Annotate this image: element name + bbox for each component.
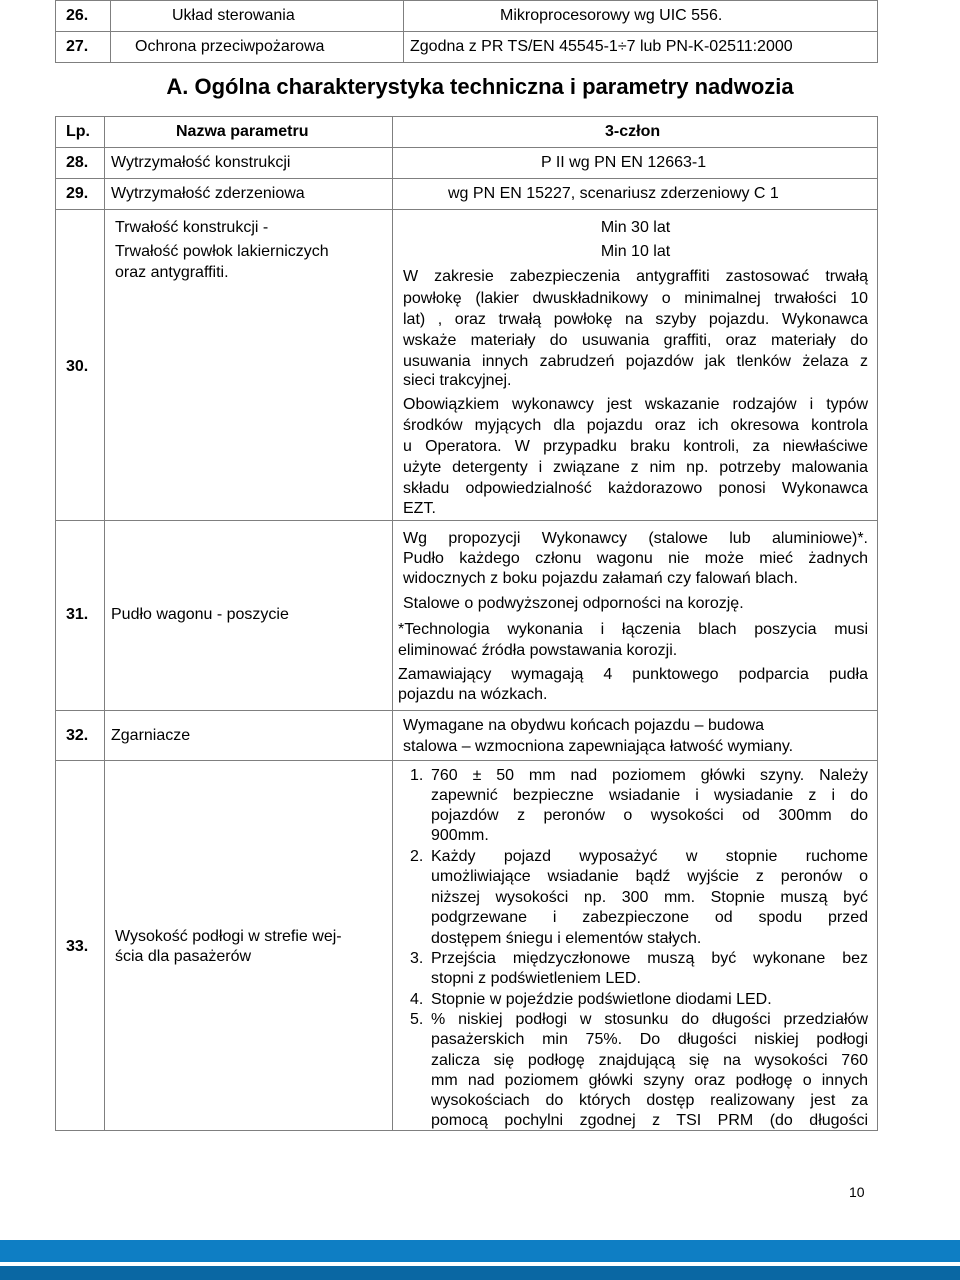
row-31-value-line: Stalowe o podwyższonej odporności na korozję.	[403, 595, 744, 612]
row-28-lp: 28.	[66, 154, 89, 171]
row-33-item-number: 3.	[410, 950, 424, 967]
row-33-lp: 33.	[66, 938, 89, 955]
row-30-name-line: oraz antygraffiti.	[115, 264, 229, 281]
row-28-value: P II wg PN EN 12663-1	[541, 154, 707, 171]
row-33-item-number: 5.	[410, 1011, 424, 1028]
row-26-value: Mikroprocesorowy wg UIC 556.	[500, 7, 723, 24]
row-33-item-line: % niskiej podłogi w stosunku do długości przedziałów	[431, 1011, 868, 1028]
row-33-item-line: zalicza się podłogę znajdującą się na wysokości 760	[431, 1052, 868, 1069]
row-30-name-line: Trwałość powłok lakierniczych	[115, 243, 329, 260]
row-33-item-line: dostępem śniegu i elementów stałych.	[431, 930, 702, 947]
row-29-lp: 29.	[66, 185, 89, 202]
row-30-value-line: Obowiązkiem wykonawcy jest wskazanie rodzajów i typów	[403, 396, 868, 413]
row-32-lp: 32.	[66, 727, 89, 744]
row-30-value-line: Min 10 lat	[600, 243, 671, 260]
row-30-value-line: składu odpowiedzialność każdorazowo ponosi Wykonawca	[403, 480, 868, 497]
row-33-item-line: niższej wysokości np. 300 mm. Stopnie muszą być	[431, 889, 868, 906]
row-30-value-line: sieci trakcyjnej.	[403, 372, 512, 389]
row-32-value-line: stalowa – wzmocniona zapewniająca łatwość wymiany.	[403, 738, 794, 755]
row-33-item-line: podgrzewane i zabezpieczone od spodu przed	[431, 909, 868, 926]
row-31-value-line: eliminować źródła powstawania korozji.	[398, 642, 678, 659]
row-31-value-line: pojazdu na wózkach.	[398, 686, 548, 703]
row-33-item-number: 2.	[410, 848, 424, 865]
row-30-value-line: Min 30 lat	[600, 219, 671, 236]
row-33-name-line: ścia dla pasażerów	[115, 948, 252, 965]
row-32-value-line: Wymagane na obydwu końcach pojazdu – budowa	[403, 717, 764, 734]
row-31-value-line: widocznych z boku pojazdu załamań czy falowań blach.	[403, 570, 798, 587]
row-33-item-number: 4.	[410, 991, 424, 1008]
row-30-lp: 30.	[66, 358, 89, 375]
row-27-lp: 27.	[66, 38, 89, 55]
row-32-name: Zgarniacze	[111, 727, 191, 744]
row-33-item-line: umożliwiające wsiadanie bądź wyjście z peronów o	[431, 868, 868, 885]
row-33-item-line: Przejścia międzyczłonowe muszą być wykonane bez	[431, 950, 868, 967]
row-33-item-line: pomocą pochylni zgodnej z TSI PRM (do długości	[431, 1112, 868, 1129]
row-26-name: Układ sterowania	[172, 7, 295, 24]
header-name: Nazwa parametru	[176, 123, 309, 140]
row-33-item-line: 760 ± 50 mm nad poziomem główki szyny. Należy	[431, 767, 868, 784]
row-30-value-line: W zakresie zabezpieczenia antygraffiti zastosować trwałą	[403, 268, 868, 285]
row-33-item-line: zapewnić bezpieczne wsiadanie i wysiadanie z i do	[431, 787, 868, 804]
row-31-value-line: *Technologia wykonania i łączenia blach poszycia musi	[398, 621, 868, 638]
header-value: 3-człon	[605, 123, 661, 140]
row-30-value-line: środków myjących dla pojazdu oraz ich okresowa kontrola	[403, 417, 868, 434]
page-number: 10	[849, 1184, 865, 1200]
row-33-item-line: mm nad poziomem główki szyny oraz podłogę o innych	[431, 1072, 868, 1089]
row-31-value-line: Wg propozycji Wykonawcy (stalowe lub aluminiowe)*.	[403, 530, 868, 547]
row-29-value: wg PN EN 15227, scenariusz zderzeniowy C 1	[448, 185, 779, 202]
row-26-lp: 26.	[66, 7, 89, 24]
row-27-value: Zgodna z PR TS/EN 45545-1÷7 lub PN-K-02511:2000	[410, 38, 793, 55]
row-33-item-number: 1.	[410, 767, 424, 784]
row-28-name: Wytrzymałość konstrukcji	[111, 154, 291, 171]
row-31-lp: 31.	[66, 606, 89, 623]
row-31-name: Pudło wagonu - poszycie	[111, 606, 289, 623]
row-31-value-line: Pudło każdego członu wagonu nie może mieć żadnych	[403, 550, 868, 567]
row-33-item-line: Każdy pojazd wyposażyć w stopnie ruchome	[431, 848, 868, 865]
row-30-value-line: EZT.	[403, 500, 436, 517]
row-29-name: Wytrzymałość zderzeniowa	[111, 185, 305, 202]
section-title: A. Ogólna charakterystyka techniczna i parametry nadwozia	[166, 74, 794, 99]
footer-bar-dark	[0, 1266, 960, 1280]
row-33-item-line: 900mm.	[431, 827, 489, 844]
row-30-value-line: użyte detergenty i związane z nim np. potrzeby malowania	[403, 459, 868, 476]
row-33-item-line: pasażerskich min 75%. Do długości niskiej podłogi	[431, 1031, 868, 1048]
row-33-item-line: Stopnie w pojeździe podświetlone diodami LED.	[431, 991, 772, 1008]
header-lp: Lp.	[66, 123, 90, 140]
row-30-value-line: lat) , oraz trwałą powłokę na szyby pojazdu. Wykonawca	[403, 311, 868, 328]
row-33-name-line: Wysokość podłogi w strefie wej-	[115, 928, 342, 945]
row-27-name: Ochrona przeciwpożarowa	[135, 38, 325, 55]
row-33-item-line: pojazdów z peronów o wysokości od 300mm do	[431, 807, 868, 824]
row-33-item-line: stopni z podświetleniem LED.	[431, 970, 641, 987]
row-31-value-line: Zamawiający wymagają 4 punktowego podparcia pudła	[398, 666, 868, 683]
row-30-value-line: powłokę (lakier dwuskładnikowy o minimalnej trwałości 10	[403, 290, 868, 307]
row-30-name-line: Trwałość konstrukcji -	[115, 219, 269, 236]
row-33-item-line: wysokościach do których dostęp realizowany jest za	[431, 1092, 868, 1109]
row-30-value-line: usuwania innych zabrudzeń pojazdów jak tlenków żelaza z	[403, 353, 868, 370]
row-30-value-line: wskaże materiały do usuwania graffiti, oraz materiały do	[403, 332, 868, 349]
row-30-value-line: u Operatora. W przypadku braku kontroli, za niewłaściwe	[403, 438, 868, 455]
